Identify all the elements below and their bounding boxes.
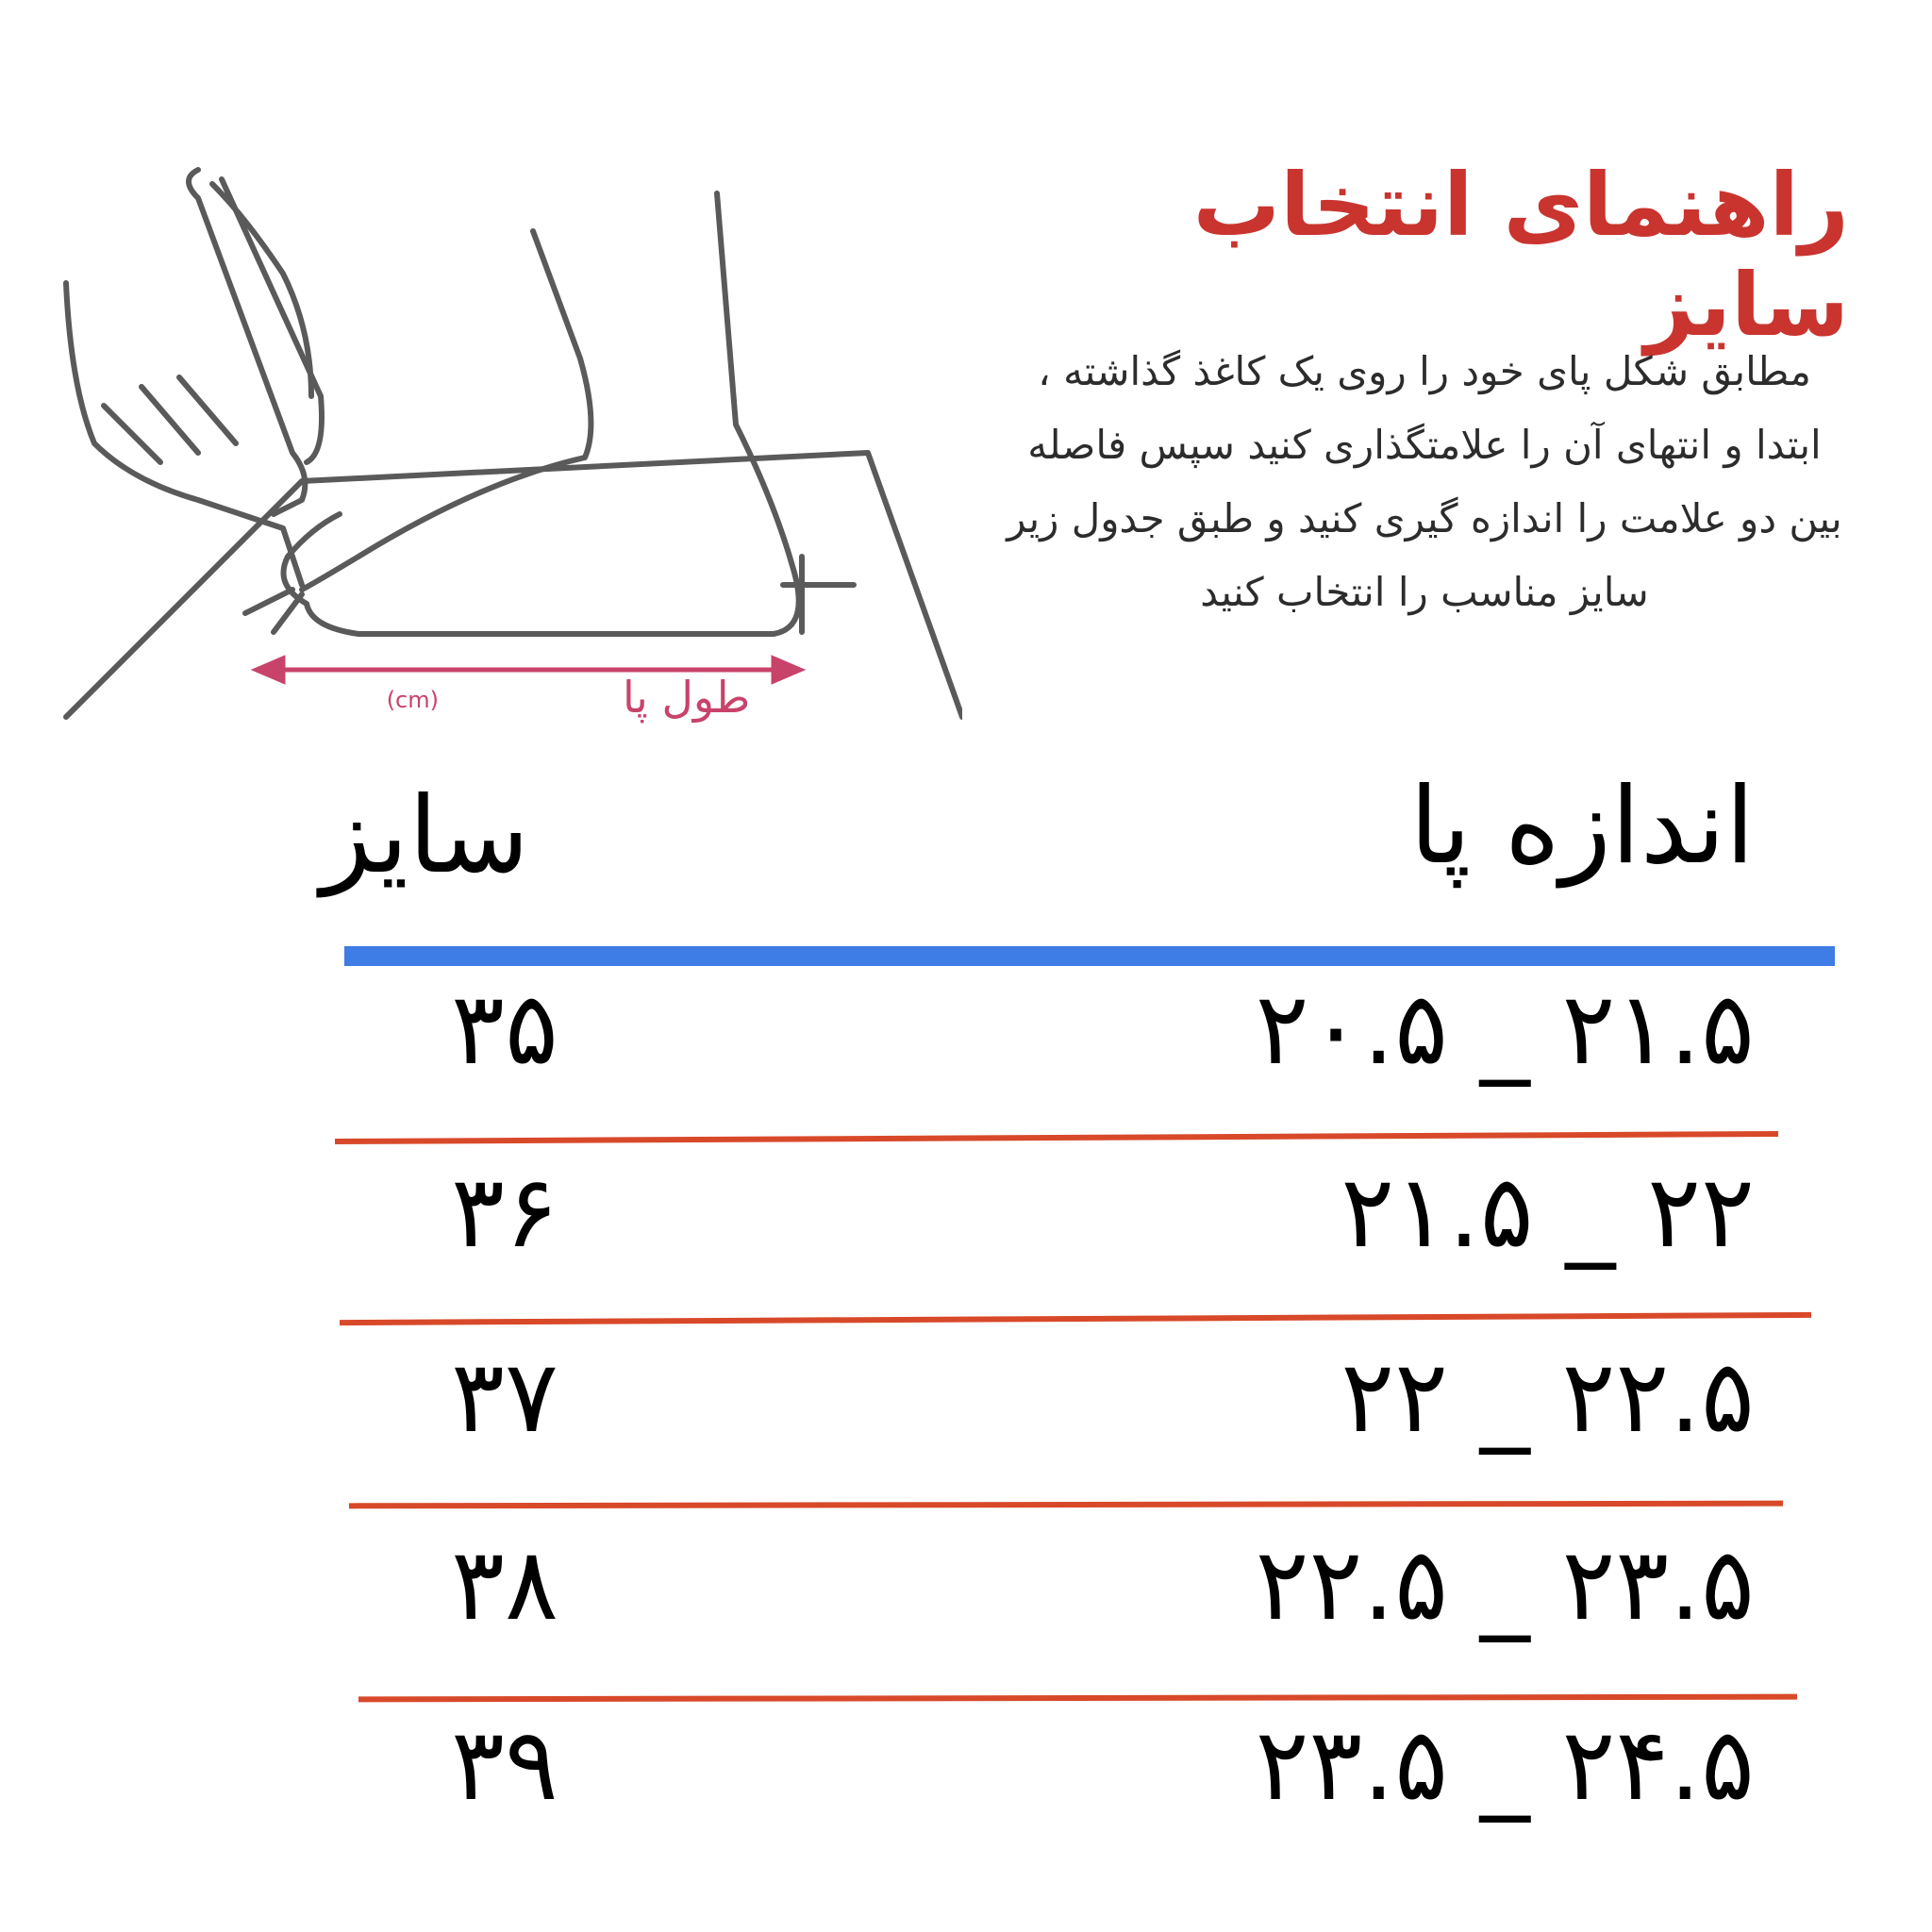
size-cell: ۳۶ xyxy=(451,1154,558,1270)
guide-line: سایز مناسب را انتخاب کنید xyxy=(1200,569,1649,615)
foot-measurement-illustration xyxy=(57,142,962,745)
header-divider xyxy=(344,946,1835,966)
guide-line: ابتدا و انتهای آن را علامتگذاری کنید سپس فاصله xyxy=(1027,422,1822,468)
row-divider xyxy=(340,1312,1811,1325)
guide-instructions xyxy=(991,335,1858,629)
row-divider xyxy=(349,1501,1783,1509)
size-cell: ۳۹ xyxy=(451,1707,558,1823)
row-divider xyxy=(335,1131,1778,1144)
guide-line: مطابق شکل پای خود را روی یک کاغذ گذاشته ، xyxy=(1038,348,1811,394)
size-cell: ۳۷ xyxy=(451,1339,558,1455)
foot-range-cell: ۲۲ _ ۲۱.۵ xyxy=(1341,1154,1755,1270)
size-cell: ۳۵ xyxy=(451,971,558,1087)
measure-label: طول پا xyxy=(623,672,751,723)
foot-length-column-header: اندازه پا xyxy=(1409,765,1755,888)
measure-unit: (cm) xyxy=(386,687,439,713)
guide-title: راهنمای انتخاب سایز xyxy=(1192,155,1849,356)
foot-range-cell: ۲۲.۵ _ ۲۲ xyxy=(1341,1339,1755,1455)
foot-range-cell: ۲۳.۵ _ ۲۲.۵ xyxy=(1255,1526,1755,1642)
row-divider xyxy=(358,1694,1797,1703)
foot-range-cell: ۲۴.۵ _ ۲۳.۵ xyxy=(1255,1707,1755,1823)
size-cell: ۳۸ xyxy=(451,1526,558,1642)
size-column-header: سایز xyxy=(321,774,529,897)
guide-line: بین دو علامت را اندازه گیری کنید و طبق جدول زیر xyxy=(1007,495,1842,541)
foot-range-cell: ۲۱.۵ _ ۲۰.۵ xyxy=(1255,971,1755,1087)
